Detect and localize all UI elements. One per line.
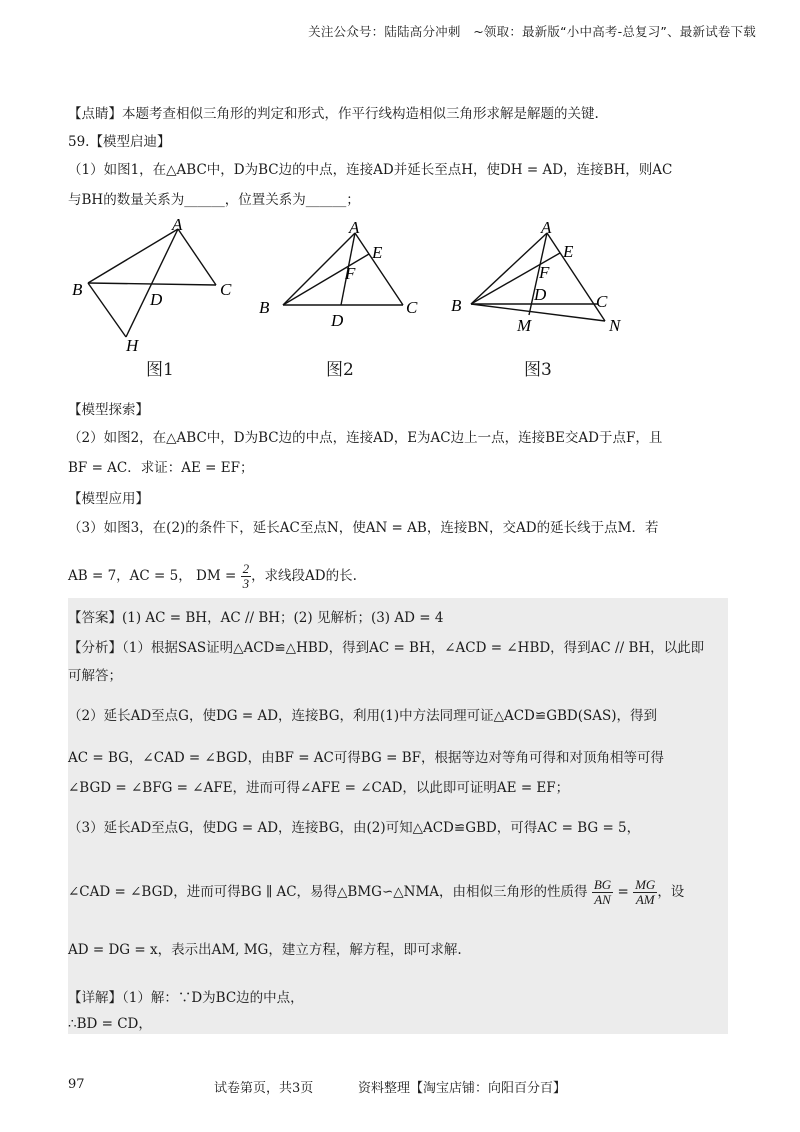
- fig3-label-b: B: [451, 296, 462, 315]
- fig3-caption: 图3: [524, 360, 552, 380]
- fig3-label-c: C: [596, 292, 608, 311]
- answer-text: 【答案】(1) AC = BH，AC // BH；(2) 见解析；(3) AD = 4: [68, 610, 444, 626]
- fig1-label-b: B: [72, 280, 83, 299]
- page-info: 试卷第页，共3页: [214, 1081, 314, 1096]
- analysis-line3: （2）延长AD至点G，使DG = AD，连接BG，利用(1)中方法同理可证△ACD≌GBD(SAS)，得到: [68, 708, 658, 724]
- analysis-line7-tail: ，设: [657, 884, 685, 900]
- fraction-dm-num: 2: [242, 561, 250, 576]
- fig1-label-c: C: [220, 280, 232, 299]
- fig1-segment-ac: [178, 229, 216, 285]
- question-3-given: AB = 7，AC = 5，: [68, 568, 192, 584]
- dm-label: DM =: [196, 568, 241, 584]
- dianjing-text: 【点睛】本题考查相似三角形的判定和形式，作平行线构造相似三角形求解是解题的关键.: [68, 106, 599, 122]
- question-1-line2: 与BH的数量关系为______，位置关系为______；: [68, 192, 360, 208]
- fig1-caption: 图1: [146, 360, 174, 380]
- figure-1: [66, 215, 246, 355]
- question-59-title: 59.【模型启迪】: [68, 134, 171, 150]
- fig2-label-e: E: [372, 243, 383, 262]
- fraction-bg-an-den: AN: [594, 892, 611, 907]
- fig1-segment-bh: [88, 283, 126, 337]
- fig1-label-h: H: [126, 336, 139, 355]
- question-2-line1: （2）如图2，在△ABC中，D为BC边的中点，连接AD，E为AC边上一点，连接BE交AD于点F，且: [68, 430, 663, 446]
- fig2-label-d: D: [331, 311, 344, 330]
- footer-source: 资料整理【淘宝店铺：向阳百分百】: [358, 1081, 567, 1096]
- question-1-line1: （1）如图1，在△ABC中，D为BC边的中点，连接AD并延长至点H，使DH = AD，连接BH，则AC: [68, 162, 673, 178]
- fraction-mg-am-num: MG: [635, 877, 656, 892]
- fig2-label-c: C: [406, 298, 418, 317]
- fraction-bg-an: [592, 878, 613, 907]
- analysis-line8: AD = DG = x，表示出AM, MG，建立方程，解方程，即可求解.: [68, 942, 462, 958]
- question-3-ask: ，求线段AD的长.: [251, 568, 357, 584]
- fig2-label-a: A: [349, 218, 360, 237]
- fig3-label-d: D: [534, 285, 547, 304]
- fig3-label-e: E: [563, 242, 574, 261]
- fraction-mg-am: [633, 878, 657, 907]
- analysis-line5: ∠BGD = ∠BFG = ∠AFE，进而可得∠AFE = ∠CAD，以此即可证明AE = EF；: [68, 780, 570, 796]
- analysis-line1: 【分析】（1）根据SAS证明△ACD≌△HBD，得到AC = BH，∠ACD = ∠HBD，得到AC // BH，以此即: [68, 640, 705, 656]
- figure-3: [445, 215, 635, 340]
- question-3-line2: [68, 562, 357, 591]
- model-apply-title: 【模型应用】: [68, 491, 149, 507]
- analysis-line2: 可解答；: [68, 668, 122, 684]
- fig3-label-m: M: [517, 316, 532, 335]
- fig2-label-b: B: [259, 298, 270, 317]
- fig3-label-a: A: [541, 218, 552, 237]
- fig3-segment-bn: [471, 304, 605, 321]
- page-number: 97: [68, 1077, 85, 1092]
- model-explore-title: 【模型探索】: [68, 402, 149, 418]
- fig2-caption: 图2: [326, 360, 354, 380]
- analysis-line4: AC = BG，∠CAD = ∠BGD，由BF = AC可得BG = BF，根据等边对等角可得和对顶角相等可得: [68, 750, 665, 766]
- page-header: 关注公众号：陆陆高分冲刺 ~领取：最新版“小中高考-总复习”、最新试卷下载: [308, 24, 756, 39]
- fraction-mg-am-den: AM: [635, 892, 655, 907]
- analysis-line7: [68, 878, 684, 907]
- fraction-equals: =: [617, 884, 629, 900]
- question-3-line1: （3）如图3，在(2)的条件下，延长AC至点N，使AN = AB，连接BN，交AD的延长线于点M．若: [68, 520, 659, 536]
- analysis-line7-text: ∠CAD = ∠BGD，进而可得BG ∥ AC，易得△BMG∽△NMA，由相似三角形的性质得: [68, 884, 588, 900]
- fraction-bg-an-num: BG: [593, 877, 612, 892]
- fig1-label-a: A: [172, 215, 183, 234]
- detail-line1: 【详解】（1）解：∵D为BC边的中点，: [68, 990, 304, 1006]
- fraction-dm: [241, 562, 252, 591]
- fig3-label-f: F: [539, 263, 550, 282]
- fraction-dm-den: 3: [242, 576, 250, 591]
- fig1-label-d: D: [150, 290, 163, 309]
- figure-2: [255, 215, 435, 335]
- detail-line2: ∴BD = CD，: [68, 1016, 152, 1032]
- fig3-label-n: N: [609, 316, 621, 335]
- question-2-line2: BF = AC．求证：AE = EF；: [68, 460, 254, 476]
- analysis-line6: （3）延长AD至点G，使DG = AD，连接BG，由(2)可知△ACD≌GBD，可得AC = BG = 5，: [68, 820, 641, 836]
- fig2-label-f: F: [345, 264, 356, 283]
